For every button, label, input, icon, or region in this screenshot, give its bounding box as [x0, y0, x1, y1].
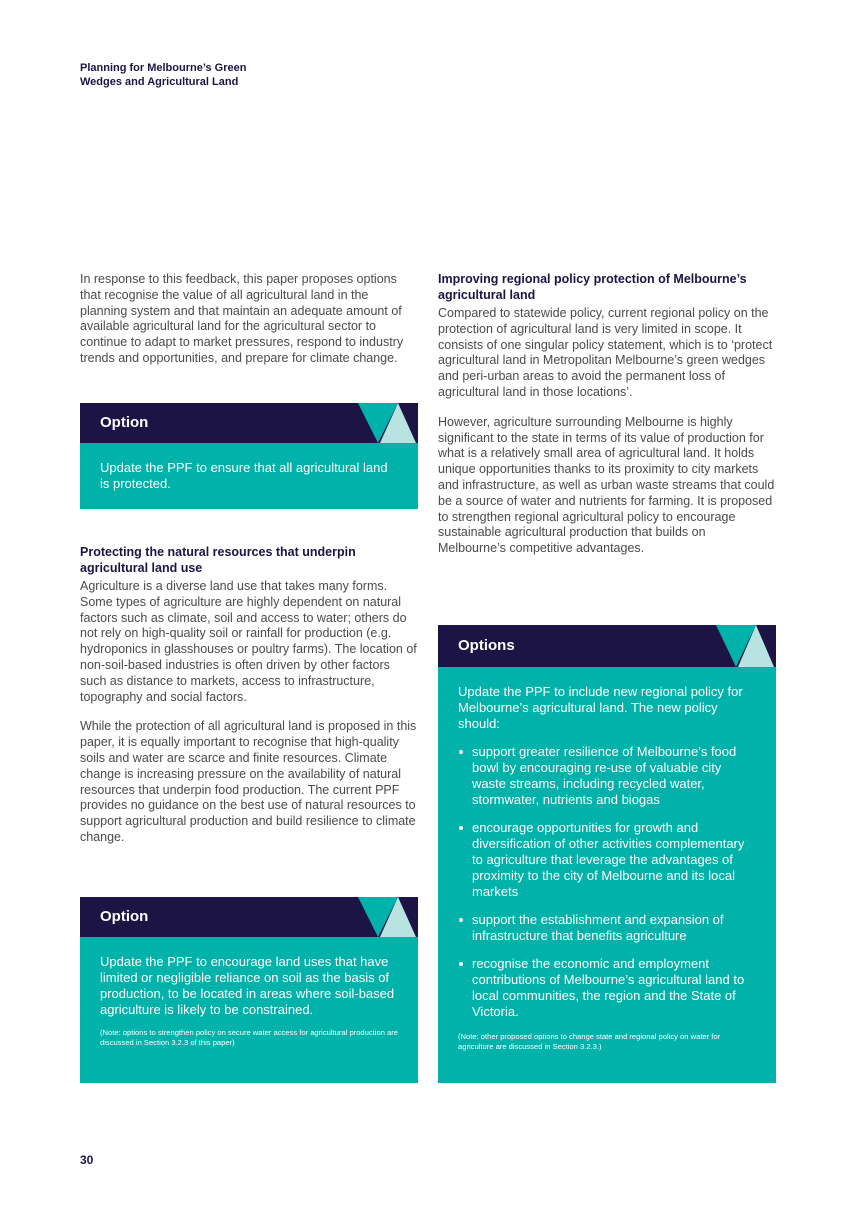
- options-box-note: (Note: other proposed options to change state and regional policy on water for agriculture are discussed in Section 3.2.3.): [458, 1032, 721, 1051]
- triangle-decoration-icon: [716, 625, 776, 667]
- options-bullet-list: [438, 744, 776, 1020]
- options-box-intro: Update the PPF to include new regional policy for Melbourne’s agricultural land. The new policy should:: [458, 684, 743, 731]
- bullet-item: encourage opportunities for growth and diversification of other activities complementary to agriculture that leverage the advantages of proximity to the city of Melbourne and its local markets: [458, 820, 758, 900]
- option-box-1: [80, 403, 418, 509]
- triangle-decoration-icon: [358, 403, 418, 443]
- option-box-1-heading: Option: [100, 414, 149, 431]
- bullet-item: support the establishment and expansion of infrastructure that benefits agriculture: [458, 912, 758, 944]
- running-header: [80, 61, 300, 89]
- options-box-heading: Options: [458, 637, 515, 654]
- option-box-1-text: Update the PPF to ensure that all agricultural land is protected.: [100, 460, 388, 491]
- option-box-2-heading: Option: [100, 908, 149, 925]
- page-number: 30: [80, 1153, 94, 1167]
- option-box-1-header: [80, 403, 418, 443]
- natural-resources-paragraph-2: While the protection of all agricultural land is proposed in this paper, it is equally important to recognise that high-quality soils and water are scarce and finite resources. Climate change is increasing pressure on the availability of natural resources that underpin food production. The current PPF provides no guidance on the best use of natural resources to support agricultural production and build resilience to climate change.: [80, 719, 417, 844]
- header-line-1: Planning for Melbourne’s Green: [80, 62, 247, 74]
- option-box-2-header: [80, 897, 418, 937]
- natural-resources-paragraph-1: Agriculture is a diverse land use that takes many forms. Some types of agriculture are highly dependent on natural factors such as climate, soil and access to water; others do not rely on high-quality soil or rainfall for production (e.g. hydroponics in glasshouses or poultry farms). The location of non-soil-based industries is often driven by other factors such as distance to markets, access to infrastructure, topography and social factors.: [80, 579, 417, 704]
- option-box-2-note: (Note: options to strengthen policy on secure water access for agricultural production are discussed in Section 3.2.3 of this paper): [100, 1028, 398, 1047]
- section-heading-regional-policy: Improving regional policy protection of Melbourne’s agricultural land: [438, 272, 747, 302]
- section-heading-natural-resources: Protecting the natural resources that underpin agricultural land use: [80, 545, 356, 575]
- header-line-2: Wedges and Agricultural Land: [80, 76, 239, 88]
- right-column-top: [438, 272, 776, 571]
- option-box-2: [80, 897, 418, 1083]
- regional-policy-paragraph-2: However, agriculture surrounding Melbourne is highly significant to the state in terms of its value of production for what is a relatively small area of agricultural land. It holds unique opportunities thanks to its proximity to city markets and infrastructure, as well as urban waste streams that could be a source of water and nutrients for farming. It is proposed to strengthen regional agricultural policy to encourage sustainable agricultural production that builds on Melbourne’s competitive advantages.: [438, 414, 775, 556]
- regional-policy-paragraph-1: Compared to statewide policy, current regional policy on the protection of agricultural land is very limited in scope. It consists of one singular policy statement, which is to ‘protect agricultural land in Metropolitan Melbourne’s green wedges and peri-urban areas to avoid the permanent loss of agricultural land in those locations’.: [438, 306, 773, 399]
- intro-paragraph: In response to this feedback, this paper proposes options that recognise the value of all agricultural land in the planning system and that maintain an adequate amount of available agricultural land for the agricultural sector to continue to adapt to market pressures, respond to industry trends and opportunities, and prepare for climate change.: [80, 272, 404, 365]
- left-column-top: [80, 272, 418, 381]
- options-box-header: [438, 625, 776, 667]
- bullet-item: recognise the economic and employment contributions of Melbourne’s agricultural land to local communities, the region and the State of Victoria.: [458, 956, 758, 1020]
- triangle-decoration-icon: [358, 897, 418, 937]
- option-box-2-text: Update the PPF to encourage land uses that have limited or negligible reliance on soil as the basis of production, to be located in areas where soil-based agriculture is likely to be constrained.: [100, 954, 395, 1017]
- bullet-item: support greater resilience of Melbourne’s food bowl by encouraging re-use of valuable city waste streams, including recycled water, stormwater, nutrients and biogas: [458, 744, 758, 808]
- left-column-middle: [80, 545, 418, 860]
- options-box: [438, 625, 776, 1083]
